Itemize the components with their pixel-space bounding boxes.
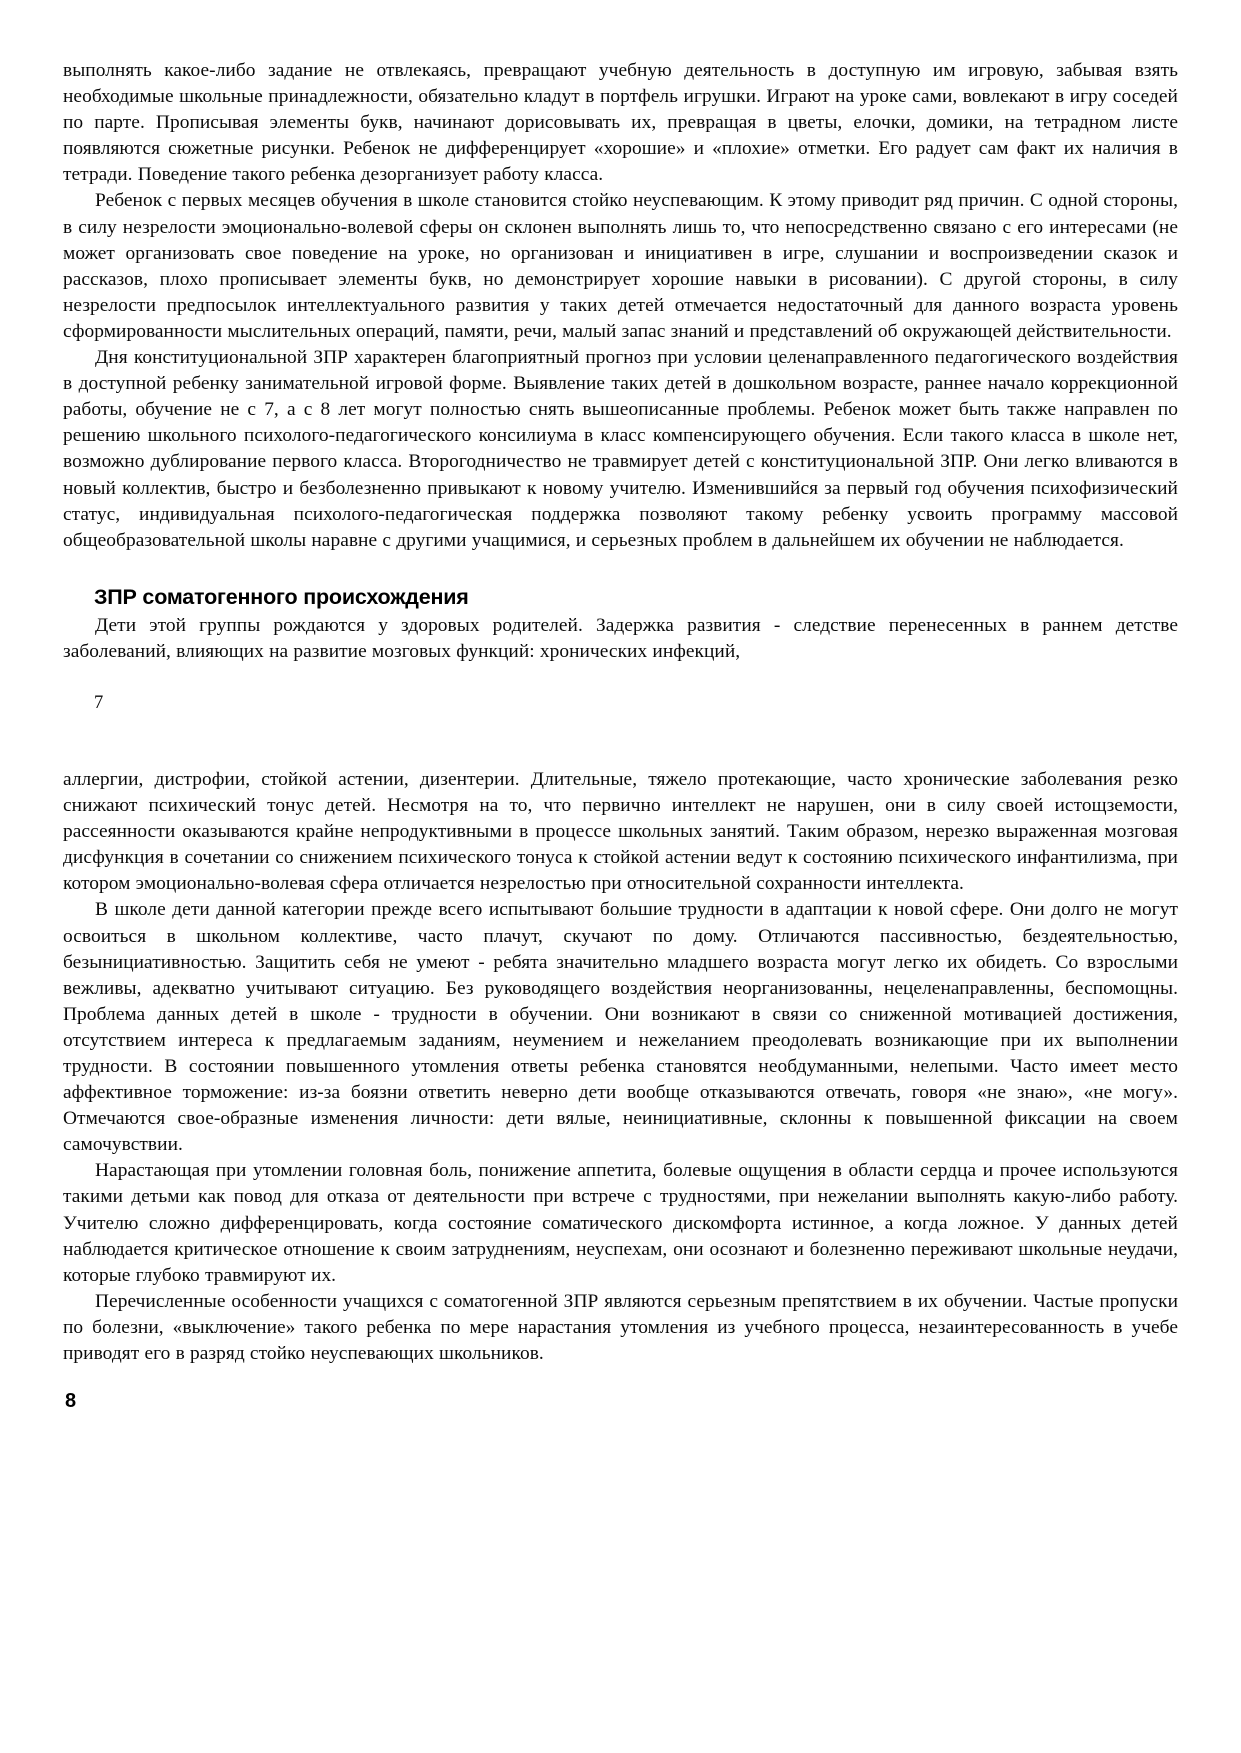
paragraph-7: Нарастающая при утомлении головная боль, понижение аппетита, болевые ощущения в области сердца и прочее используются такими детьми как повод для отказа от деятельности при встрече с трудностями, при нежелании выполнять какую-либо работу. Учителю сложно дифференцировать, когда состояние соматического дискомфорта истинное, а когда ложное. У данных детей наблюдается критическое отношение к своим затруднениям, неуспехам, они осознают и болезненно переживают школьные неудачи, которые глубоко травмируют их.: [63, 1160, 1178, 1286]
paragraph-5: аллергии, дистрофии, стойкой астении, дизентерии. Длительные, тяжело протекающие, часто хронические заболевания резко снижают психический тонус детей. Несмотря на то, что первично интеллект не нарушен, они в силу своей истощземости, рассеянности оказываются крайне непродуктивными в процессе школьных занятий. Таким образом, нерезко выраженная мозговая дисфункция в сочетании со снижением психического тонуса к стойкой астении ведут к состоянию психического инфантилизма, при котором эмоционально-волевая сфера отличается незрелостью при относительной сохранности интеллекта.: [63, 768, 1178, 895]
page-number-first: 7: [94, 692, 104, 713]
paragraph-4: Дети этой группы рождаются у здоровых родителей. Задержка развития - следствие перенесенных в раннем детстве заболеваний, влияющих на развитие мозговых функций: хронических инфекций,: [63, 614, 1178, 662]
page-break-spacer: [63, 715, 1178, 767]
paragraph-3: Дня конституциональной ЗПР характерен благоприятный прогноз при условии целенаправленного педагогического воздействия в доступной ребенку занимательной игровой форме. Выявление таких детей в дошкольном возрасте, раннее начало коррекционной работы, обучение не с 7, а с 8 лет могут полностью снять вышеописанные проблемы. Ребенок может быть также направлен по решению школьного психолого-педагогического консилиума в класс компенсирующего обучения. Если такого класса в школе нет, возможно дублирование первого класса. Второгодничество не травмирует детей с конституциональной ЗПР. Они легко вливаются в новый коллектив, быстро и безболезненно привыкают к новому учителю. Изменившийся за первый год обучения психофизический статус, индивидуальная психолого-педагогическая поддержка позволяют такому ребенку усвоить программу массовой общеобразовательной школы наравне с другими учащимися, и серьезных проблем в дальнейшем их обучении не наблюдается.: [63, 347, 1178, 551]
page-two-content: [63, 767, 1178, 1367]
paragraph-6: В школе дети данной категории прежде всего испытывают большие трудности в адаптации к новой сфере. Они долго не могут освоиться в школьном коллективе, часто плачут, скучают по дому. Отличаются пассивностью, бездеятельностью, безынициативностью. Защитить себя не умеют - ребята значительно младшего возраста могут легко их обидеть. Со взрослыми вежливы, адекватно учитывают ситуацию. Без руководящего воздействия неорганизованны, нецеленаправленны, беспомощны. Проблема данных детей в школе - трудности в обучении. Они возникают в связи со сниженной мотивацией достижения, отсутствием интереса к предлагаемым заданиям, неумением и нежеланием преодолевать возникающие при их выполнении трудности. В состоянии повышенного утомления ответы ребенка становятся необдуманными, нелепыми. Часто имеет место аффективное торможение: из-за боязни ответить неверно дети вообще отказываются отвечать, говоря «не знаю», «не могу». Отмечаются свое-образные изменения личности: дети вялые, неинициативные, склонны к повышенной фиксации на своем самочувствии.: [63, 899, 1178, 1156]
section-heading: ЗПР соматогенного происхождения: [94, 584, 469, 609]
paragraph-2: Ребенок с первых месяцев обучения в школе становится стойко неуспевающим. К этому приводит ряд причин. С одной стороны, в силу незрелости эмоционально-волевой сферы он склонен выполнять лишь то, что непосредственно связано с его интересами (не может организовать свое поведение на уроке, но организован и инициативен в игре, слушании и воспроизведении сказок и рассказов, плохо прописывает элементы букв, но демонстрирует хорошие навыки в рисовании). С другой стороны, в силу незрелости предпосылок интеллектуального развития у таких детей отмечается недостаточный для данного возраста уровень сформированности мыслительных операций, памяти, речи, малый запас знаний и представлений об окружающей действительности.: [63, 190, 1178, 342]
heading-spacer: [63, 554, 1178, 584]
page-content: [63, 58, 1178, 1413]
paragraph-1: выполнять какое-либо задание не отвлекаясь, превращают учебную деятельность в доступную им игровую, забывая взять необходимые школьные принадлежности, обязательно кладут в портфель игрушки. Играют на уроке сами, вовлекают в игру соседей по парте. Прописывая элементы букв, начинают дорисовывать их, превращая в цветы, елочки, домики, на тетрадном листе появляются сюжетные рисунки. Ребенок не дифференцирует «хорошие» и «плохие» отметки. Его радует сам факт их наличия в тетради. Поведение такого ребенка дезорганизует работу класса.: [63, 60, 1178, 186]
paragraph-8: Перечисленные особенности учащихся с соматогенной ЗПР являются серьезным препятствием в их обучении. Частые пропуски по болезни, «выключение» такого ребенка по мере нарастания утомления из учебного процесса, незаинтересованность в учебе приводят его в разряд стойко неуспевающих школьников.: [63, 1290, 1178, 1365]
page-number-second: 8: [65, 1390, 77, 1413]
